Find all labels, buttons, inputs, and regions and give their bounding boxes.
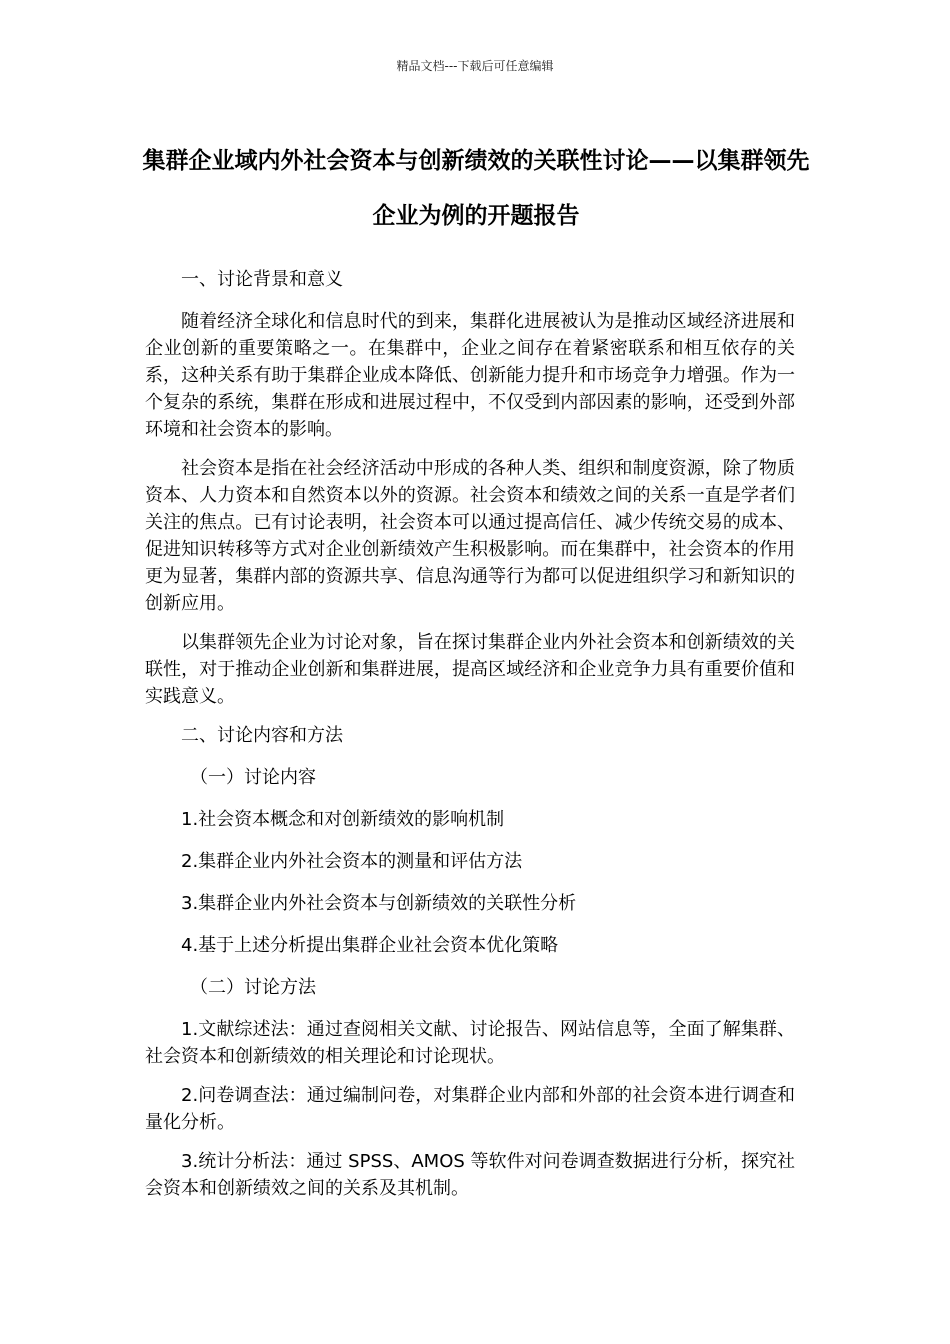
list-item: 4.基于上述分析提出集群企业社会资本优化策略 bbox=[181, 935, 559, 956]
paragraph: 随着经济全球化和信息时代的到来，集群化进展被认为是推动区域经济进展和企业创新的重要策略之一。在集群中，企业之间存在着紧密联系和相互依存的关系，这种关系有助于集群企业成本降低、创新能力提升和市场竞争力增强。作为一个复杂的系统，集群在形成和进展过程中，不仅受到内部因素的影响，还受到外部环境和社会资本的影响。 bbox=[145, 311, 795, 440]
paragraph: 社会资本是指在社会经济活动中形成的各种人类、组织和制度资源，除了物质资本、人力资本和自然资本以外的资源。社会资本和绩效之间的关系一直是学者们关注的焦点。已有讨论表明，社会资本可以通过提高信任、减少传统交易的成本、促进知识转移等方式对企业创新绩效产生积极影响。而在集群中，社会资本的作用更为显著，集群内部的资源共享、信息沟通等行为都可以促进组织学习和新知识的创新应用。 bbox=[145, 458, 795, 614]
subsection-heading: （一）讨论内容 bbox=[190, 767, 316, 788]
header-note: 精品文档---下载后可任意编辑 bbox=[396, 59, 554, 73]
list-item: 2.集群企业内外社会资本的测量和评估方法 bbox=[181, 851, 523, 872]
list-item: 1.社会资本概念和对创新绩效的影响机制 bbox=[181, 809, 505, 830]
method-item: 3.统计分析法：通过 SPSS、AMOS 等软件对问卷调查数据进行分析，探究社会资本和创新绩效之间的关系及其机制。 bbox=[145, 1151, 795, 1199]
method-item: 1.文献综述法：通过查阅相关文献、讨论报告、网站信息等，全面了解集群、社会资本和创新绩效的相关理论和讨论现状。 bbox=[145, 1019, 795, 1067]
list-item: 3.集群企业内外社会资本与创新绩效的关联性分析 bbox=[181, 893, 577, 914]
section-heading: 二、讨论内容和方法 bbox=[181, 725, 343, 746]
subsection-heading: （二）讨论方法 bbox=[190, 977, 316, 998]
method-item: 2.问卷调查法：通过编制问卷，对集群企业内部和外部的社会资本进行调查和量化分析。 bbox=[145, 1085, 795, 1133]
document-title: 集群企业域内外社会资本与创新绩效的关联性讨论——以集群领先企业为例的开题报告 bbox=[142, 148, 810, 229]
section-heading: 一、讨论背景和意义 bbox=[181, 269, 343, 290]
paragraph: 以集群领先企业为讨论对象，旨在探讨集群企业内外社会资本和创新绩效的关联性，对于推动企业创新和集群进展，提高区域经济和企业竞争力具有重要价值和实践意义。 bbox=[145, 632, 795, 707]
document-body bbox=[145, 266, 795, 1214]
